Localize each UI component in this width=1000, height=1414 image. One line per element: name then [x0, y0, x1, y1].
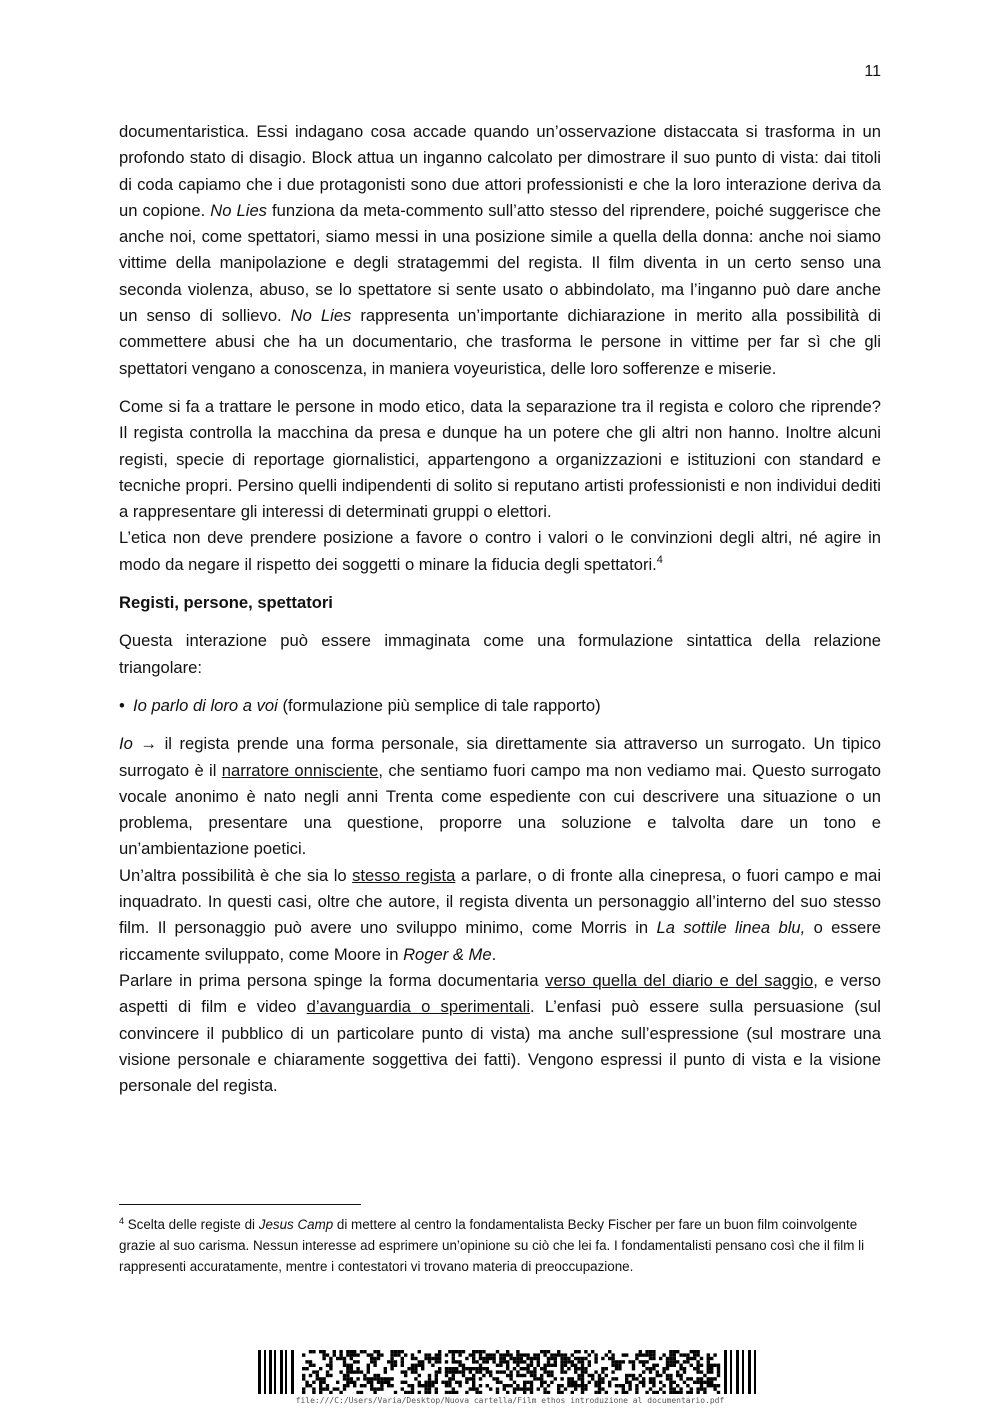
- document-body: [119, 119, 881, 1099]
- film-title-jesus-camp: Jesus Camp: [258, 1217, 334, 1232]
- underlined-diario-saggio: verso quella del diario e del saggio: [545, 970, 814, 990]
- paragraph-3: [119, 525, 881, 578]
- paragraph-5-text-b: , che sentiamo fuori campo ma non vediamo mai. Questo surrogato vocale anonimo è nato negli anni Trenta come espediente con cui descrivere una situazione o un problema, presentare una questione, proporre una soluzione e talvolta dare un tono e un’ambientazione poetici.: [119, 760, 882, 859]
- page-number: 11: [864, 63, 881, 80]
- paragraph-5-italic-io: Io: [119, 734, 133, 754]
- footnote: [119, 1214, 879, 1277]
- footnote-text-b: di mettere al centro la fondamentalista Becky Fischer per fare un buon film coinvolgente grazie al suo carisma. Nessun interesse ad esprimere un’opinione su ciò che lei fa. I fondamentalisti pensano così che il film li rappresenti accuratamente, mentre i contestatori vi trovano materia di preoccupazione.: [119, 1217, 865, 1274]
- barcode-caption: file:///C:/Users/Varia/Desktop/Nuova cartella/Film ethos introduzione al documentario.pdf: [295, 1396, 725, 1405]
- bullet-italic-text: Io parlo di loro a voi: [133, 695, 278, 715]
- footnote-reference[interactable]: 4: [656, 553, 663, 566]
- paragraph-1: [119, 119, 881, 382]
- footnote-number: 4: [119, 1216, 125, 1226]
- paragraph-2: Come si fa a trattare le persone in modo etico, data la separazione tra il regista e coloro che riprende? Il regista controlla la macchina da presa e dunque ha un potere che gli altri non hanno. Inoltre alcuni registi, specie di reportage giornalistici, appartengono a organizzazioni e istituzioni con standard e tecniche propri. Persino quelli indipendenti di solito si reputano artisti professionisti e non individui dediti a rappresentare gli interessi di determinati gruppi o elettori.: [119, 396, 881, 522]
- paragraph-6: [119, 863, 881, 968]
- underlined-narratore-onnisciente: narratore onnisciente: [221, 760, 379, 780]
- paragraph-5-text-a: → il regista prende una forma personale, sia direttamente sia attraverso un surrogato. Un tipico surrogato è il: [119, 734, 881, 780]
- bullet-text: (formulazione più semplice di tale rapporto): [277, 695, 601, 715]
- paragraph-6-text-a: Un’altra possibilità è che sia lo: [119, 865, 353, 885]
- bullet-list-item: [119, 693, 881, 719]
- paragraph-7-text-c: . L’enfasi può essere sulla persuasione (sul convincere il pubblico di un particolare punto di vista) ma anche sull’espressione (sul mostrare una visione personale e chiaramente soggettiva dei fatti). Vengono espressi il punto di vista e la visione personale del regista.: [119, 997, 881, 1096]
- paragraph-6-text-c: o essere riccamente sviluppato, come Moore in: [119, 918, 881, 964]
- paragraph-6-text-b: a parlare, o di fronte alla cinepresa, o fuori campo e mai inquadrato. In questi casi, oltre che autore, il regista diventa un personaggio all’interno del suo stesso film. Il personaggio può avere uno sviluppo minimo, come Morris in: [119, 865, 882, 938]
- paragraph-5: [119, 731, 881, 862]
- paragraph-7-text-b: , e verso aspetti di film e video: [119, 970, 881, 1017]
- paragraph-1-text-a: documentaristica. Essi indagano cosa accade quando un’osservazione distaccata si trasforma in un profondo stato di disagio. Block attua un inganno calcolato per dimostrare il suo punto di vista: dai titoli di coda capiamo che i due protagonisti sono due attori professionisti e che la loro interazione deriva da un copione.: [119, 122, 881, 220]
- paragraph-7: [119, 968, 881, 1099]
- paragraph-1-text-c: rappresenta un’importante dichiarazione in merito alla possibilità di commettere abusi che ha un documentario, che trasforma le persone in vittime per far sì che gli spettatori vengano a conoscenza, in maniera voyeuristica, delle loro sofferenze e miserie.: [119, 306, 881, 378]
- film-title-no-lies-2: No Lies: [290, 306, 352, 326]
- underlined-avanguardia: d’avanguardia o sperimentali: [306, 997, 531, 1017]
- paragraph-1-text-b: funziona da meta-commento sull’atto stesso del riprendere, poiché suggerisce che anche noi, come spettatori, siamo messi in una posizione simile a quella della donna: anche noi siamo vittime della manipolazione e degli stratagemmi del regista. Il film diventa in un certo senso una seconda violenza, abuso, se lo spettatore si sente usato o abbindolato, ma l’inganno può dare anche un senso di sollievo.: [119, 200, 881, 326]
- underlined-stesso-regista: stesso regista: [352, 865, 456, 885]
- paragraph-4: Questa interazione può essere immaginata come una formulazione sintattica della relazione triangolare:: [119, 631, 881, 677]
- bullet-icon: •: [119, 695, 125, 715]
- film-title-no-lies: No Lies: [210, 200, 267, 220]
- film-title-roger-and-me: Roger & Me: [403, 944, 492, 964]
- barcode-icon: [258, 1350, 758, 1394]
- paragraph-6-text-d: .: [491, 944, 497, 964]
- film-title-sottile-linea-blu: La sottile linea blu,: [656, 918, 806, 938]
- footnote-separator: [119, 1204, 361, 1205]
- paragraph-7-text-a: Parlare in prima persona spinge la forma documentaria: [119, 970, 546, 990]
- section-heading: Registi, persone, spettatori: [119, 593, 333, 613]
- paragraph-3-text: L’etica non deve prendere posizione a favore o contro i valori o le convinzioni degli altri, né agire in modo da negare il rispetto dei soggetti o minare la fiducia degli spettatori.: [119, 528, 881, 574]
- footnote-text-a: Scelta delle registe di: [124, 1217, 259, 1232]
